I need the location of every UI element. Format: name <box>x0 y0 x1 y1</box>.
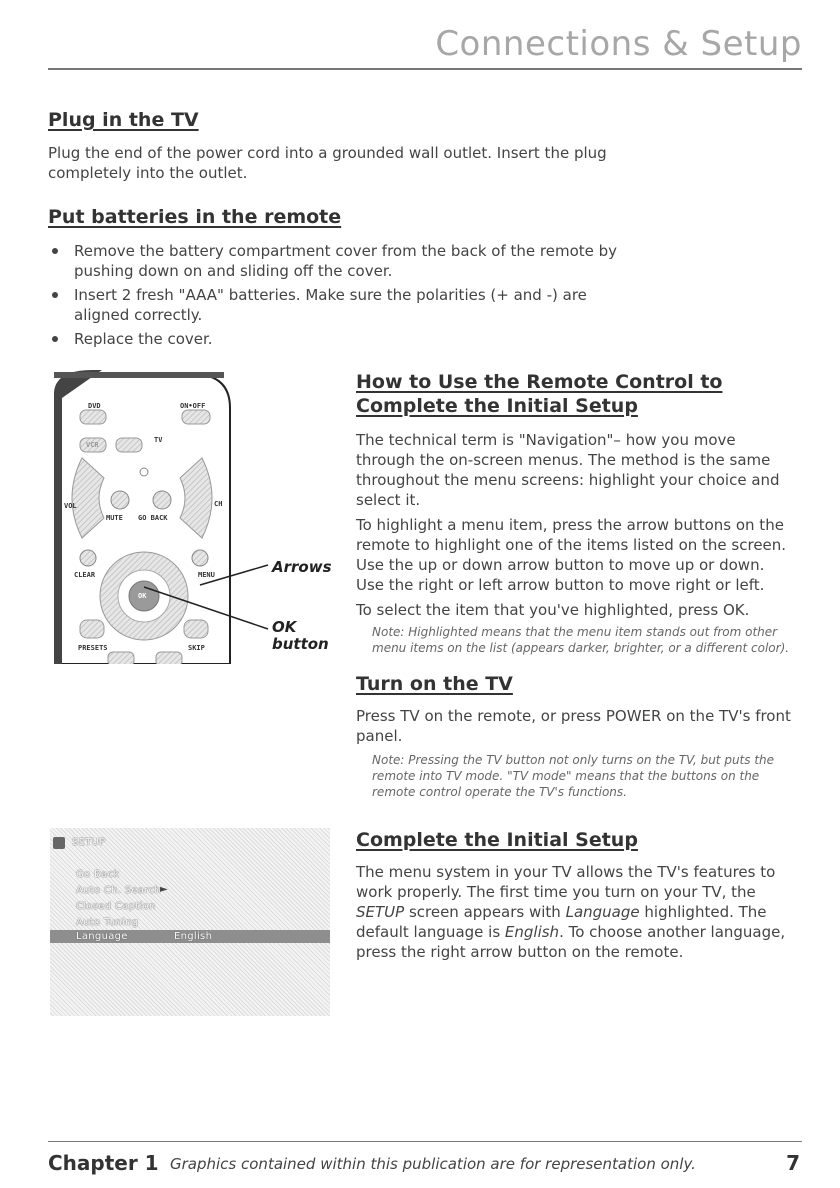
callout-lines <box>140 555 270 635</box>
ok-callout-line <box>144 587 268 629</box>
menu-item: Go Back <box>76 869 120 880</box>
section-remote-navigation <box>356 370 796 656</box>
menu-item-language: Language <box>76 931 128 942</box>
english-term: English <box>504 923 560 941</box>
menu-item: Auto Tuning <box>76 917 139 928</box>
tv-button-label: TV <box>154 436 163 444</box>
section-heading: How to Use the Remote Control to Complete the Initial Setup <box>356 371 723 417</box>
skip-button-label: SKIP <box>188 644 205 652</box>
menu-item: Closed Caption <box>76 901 156 912</box>
vol-label: VOL <box>64 502 77 510</box>
list-item: Remove the battery compartment cover from the back of the remote by pushing down on and sliding off the cover. <box>48 241 638 281</box>
ok-button-label: OK <box>138 592 147 600</box>
mute-button-label: MUTE <box>106 514 123 522</box>
section-paragraph: To highlight a menu item, press the arrow buttons on the remote to highlight one of the items listed on the screen. Use the up or down arrow button to move up or down. Use the right or left arrow button to move right or left. <box>356 516 787 594</box>
section-body: Plug the end of the power cord into a grounded wall outlet. Insert the plug completely into the outlet. <box>48 144 607 182</box>
arrows-callout-line <box>200 565 268 585</box>
section-heading: Plug in the TV <box>48 109 199 131</box>
text-run: highlighted. The default language is <box>356 903 767 941</box>
on-off-button-label: ON•OFF <box>180 402 206 410</box>
section-complete-setup <box>356 828 796 962</box>
footer-disclaimer: Graphics contained within this publication are for representation only. <box>170 1155 696 1173</box>
setup-icon <box>53 837 65 849</box>
section-heading: Complete the Initial Setup <box>356 829 638 851</box>
section-plug-in <box>48 108 608 183</box>
submenu-arrow-icon: ► <box>160 884 168 895</box>
section-body <box>356 862 796 962</box>
menu-button-label: MENU <box>198 571 215 579</box>
text-run: The menu system in your TV allows the TV's features to work properly. The first time you turn on your TV, the <box>356 863 776 901</box>
presets-button-label: PRESETS <box>78 644 108 652</box>
menu-title: SETUP <box>72 837 106 848</box>
section-heading: Put batteries in the remote <box>48 206 342 228</box>
section-note: Note: Pressing the TV button not only turns on the TV, but puts the remote into TV mode. "TV mode" means that the buttons on the remote control operate the TV's functions. <box>372 753 775 799</box>
section-batteries <box>48 205 638 353</box>
header-divider <box>48 68 802 70</box>
menu-language-value: English <box>174 931 213 942</box>
section-paragraph: To select the item that you've highlighted, press OK. <box>356 601 750 619</box>
list-item: Insert 2 fresh "AAA" batteries. Make sure the polarities (+ and -) are aligned correctly. <box>48 285 638 325</box>
section-paragraph: The technical term is "Navigation"– how you move through the on-screen menus. The method is the same throughout the menu screens: highlight your choice and select it. <box>356 431 780 509</box>
ok-callout-line1: OK <box>272 618 297 636</box>
vcr-button-label: VCR <box>86 441 99 449</box>
go-back-button-label: GO BACK <box>138 514 168 522</box>
setup-term: SETUP <box>356 903 405 921</box>
list-item: Replace the cover. <box>48 329 638 349</box>
dvd-button-label: DVD <box>88 402 101 410</box>
clear-button-label: CLEAR <box>74 571 96 579</box>
ok-callout-line2: button <box>272 635 329 653</box>
ok-callout-label <box>272 619 329 653</box>
page-number: 7 <box>786 1151 800 1175</box>
battery-steps-list <box>48 241 638 349</box>
section-note: Note: Highlighted means that the menu item stands out from other menu items on the list (appears darker, brighter, or a different color). <box>372 625 790 655</box>
page-header-title: Connections & Setup <box>435 24 802 64</box>
section-heading: Turn on the TV <box>356 673 513 695</box>
section-turn-on <box>356 672 796 800</box>
section-body: Press TV on the remote, or press POWER on the TV's front panel. <box>356 707 791 745</box>
footer-divider <box>48 1141 802 1142</box>
setup-menu-screen <box>50 828 330 1016</box>
ch-label: CH <box>214 500 223 508</box>
language-term: Language <box>565 903 640 921</box>
footer-chapter: Chapter 1 <box>48 1151 159 1175</box>
text-run: screen appears with <box>404 903 566 921</box>
arrows-callout-label: Arrows <box>272 558 332 576</box>
menu-item: Auto Ch. Search <box>76 885 161 896</box>
text-run: . To choose another language, press the right arrow button on the remote. <box>356 923 786 961</box>
